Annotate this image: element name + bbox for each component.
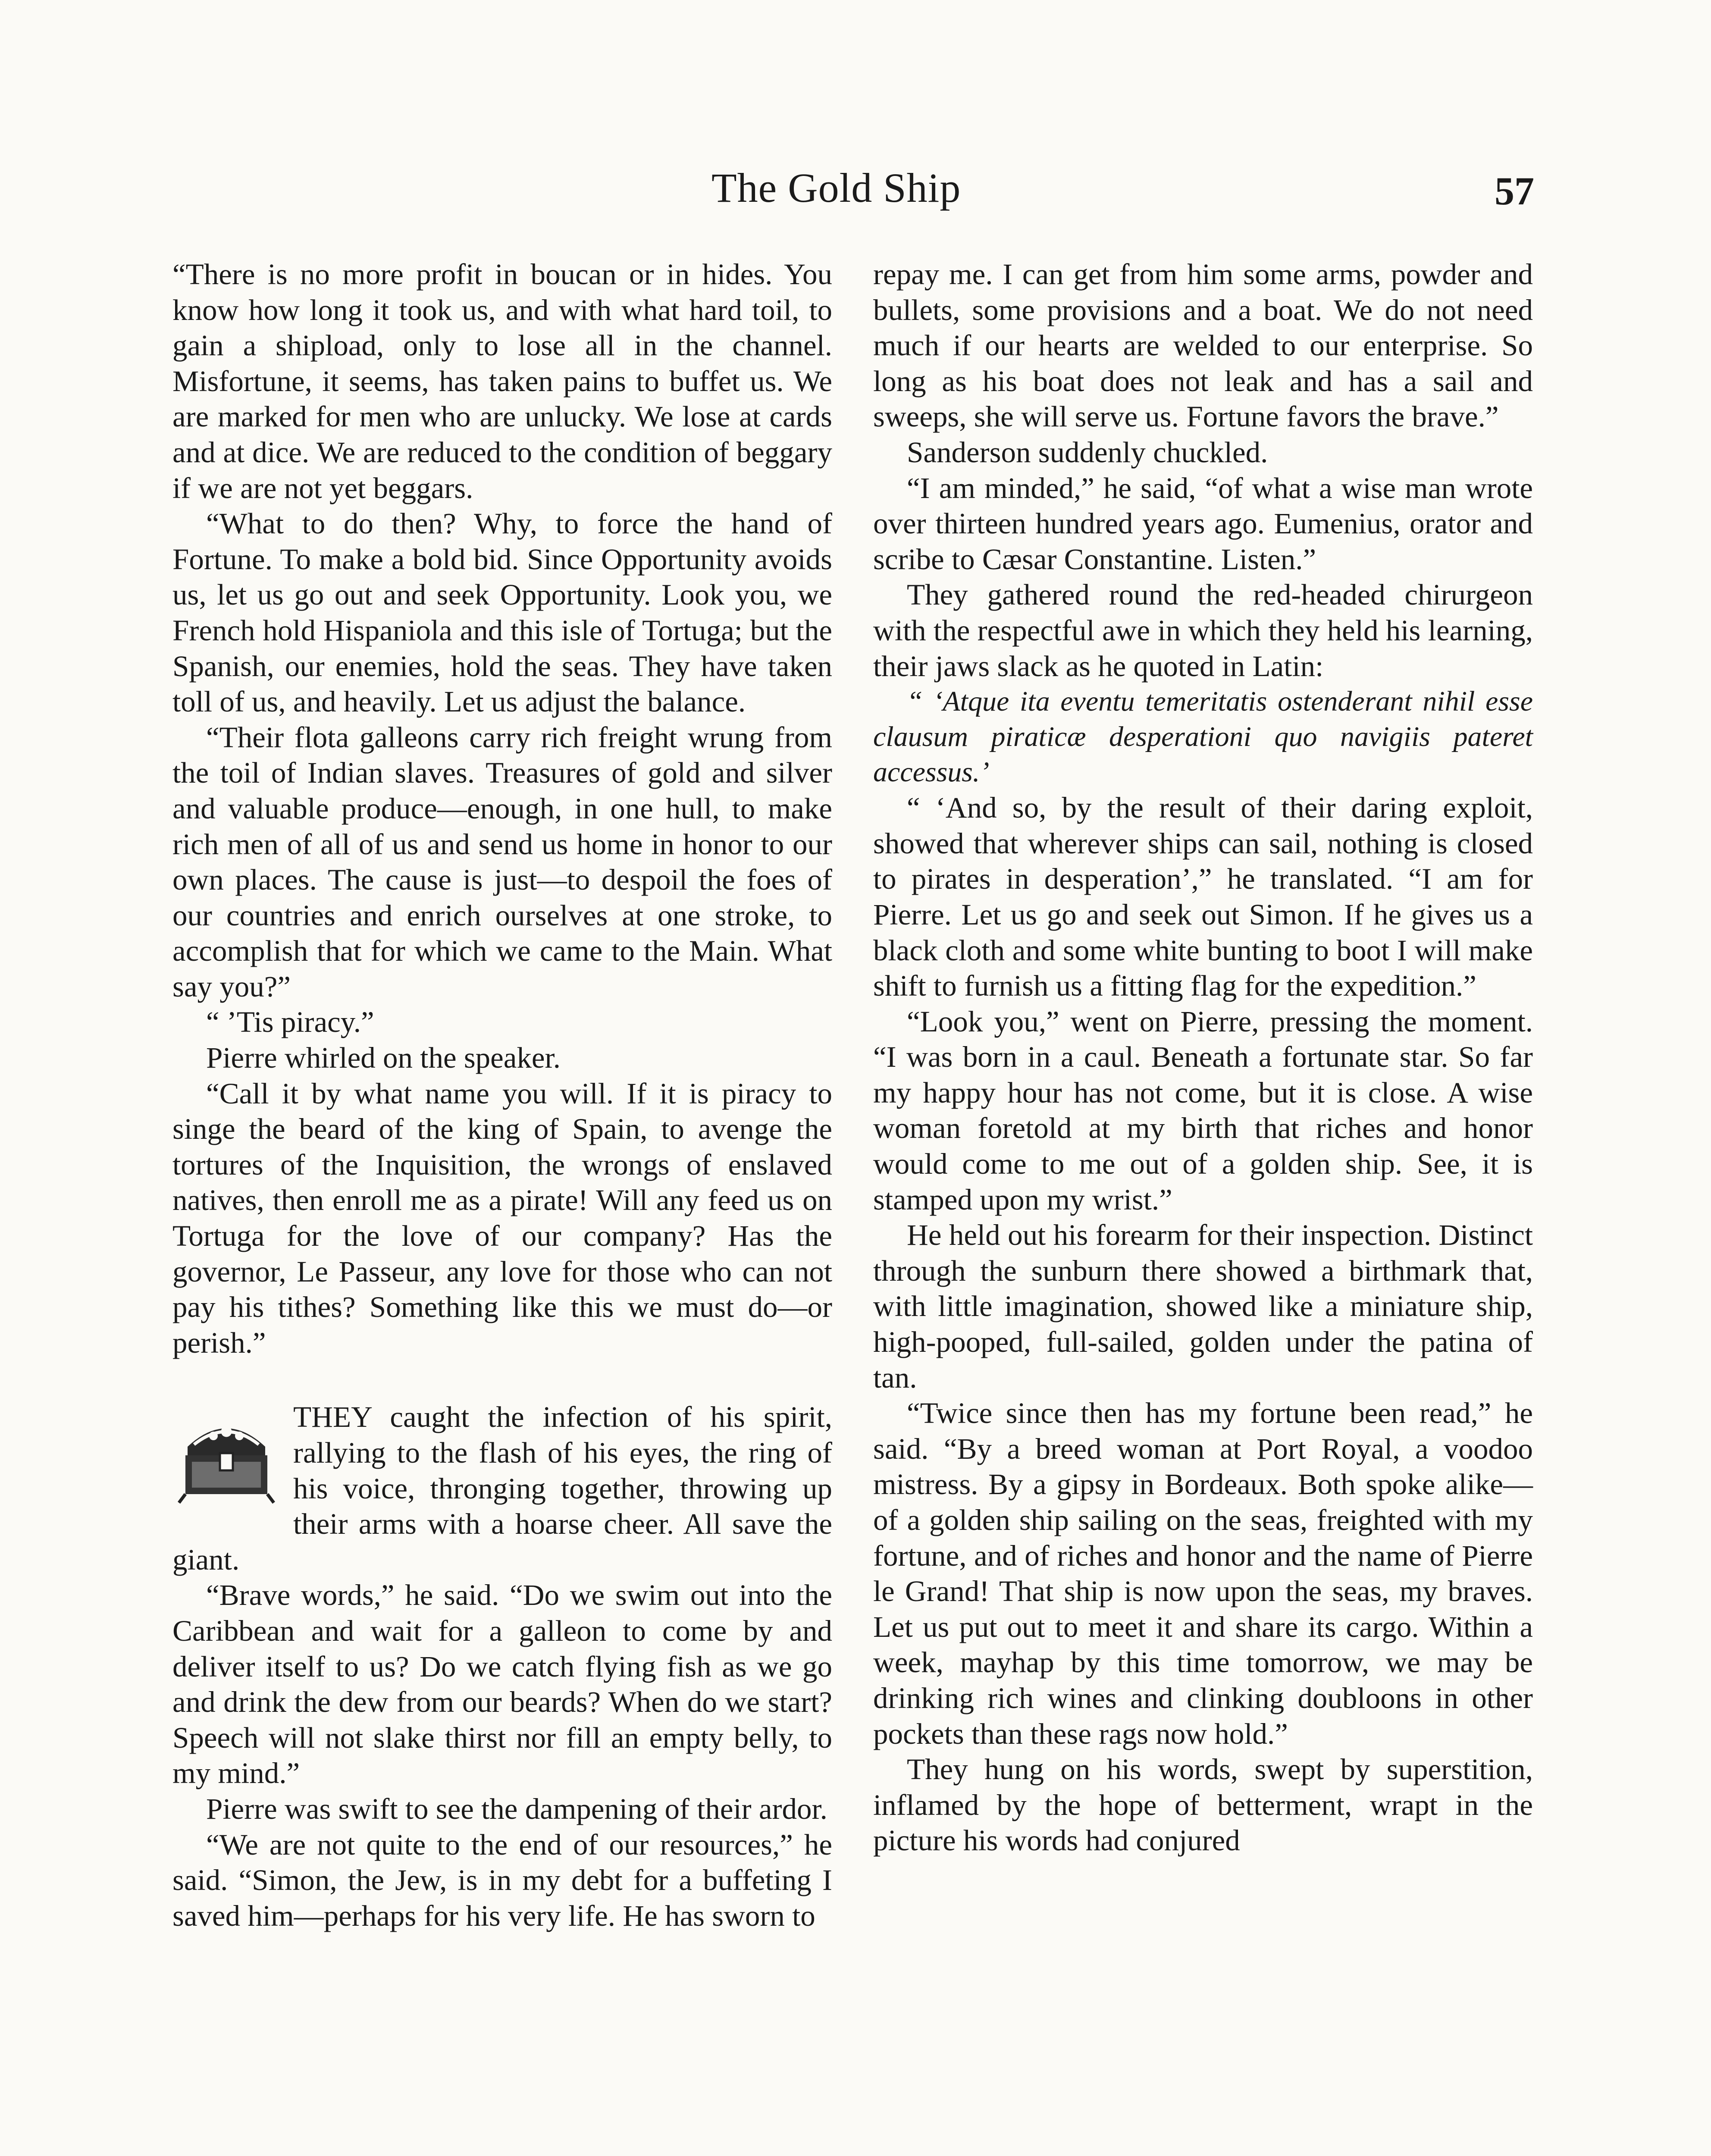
paragraph: Sanderson suddenly chuckled. [907,436,1268,469]
paragraph: “There is no more profit in boucan or in hides. You know how long it took us, and with what hard toil, to gain a shipload, only to lose all in the channel. Misfortune, it seems, has taken pains to buffet us. We are marked for men who are unlucky. We lose at cards and at dice. We are reduced to the condition of beggary if we are not yet beggars. [172,258,832,505]
paragraph: “Twice since then has my fortune been read,” he said. “By a breed woman at Port Royal, a voodoo mistress. By a gipsy in Bordeaux. Both spoke alike—of a golden ship sailing on the seas, freighted with my fortune, and of riches and honor and the name of Pierre le Grand! That ship is now upon the seas, my braves. Let us put out to meet it and share its cargo. Within a week, mayhap by this time tomorrow, we may be drinking rich wines and clinking doubloons in other pockets than these rags now hold.” [873,1397,1533,1750]
paragraph: “Their flota galleons carry rich freight wrung from the toil of Indian slaves. Treasures of gold and silver and valuable produce—enough, in one hull, to make rich men of all of us and send us home in honor to our own places. The cause is just—to despoil the foes of our countries and enrich ourselves at one stroke, to accomplish that for which we came to the Main. What say you?” [172,721,832,1003]
running-title: The Gold Ship [711,165,961,211]
paragraph: “What to do then? Why, to force the hand of Fortune. To make a bold bid. Since Opportunity avoids us, let us go out and seek Opportunity. Look you, we French hold Hispaniola and this isle of Tortuga; but the Spanish, our enemies, hold the seas. They have taken toll of us, and heavily. Let us adjust the balance. [172,507,832,718]
paragraph: They gathered round the red-headed chirurgeon with the respectful awe in which they held his learning, their jaws slack as he quoted in Latin: [873,578,1533,683]
paragraph: “We are not quite to the end of our resources,” he said. “Simon, the Jew, is in my debt for a buffeting I saved him—perhaps for his very life. He has sworn to [172,1828,832,1932]
latin-quote: “ ‘Atque ita eventu temeritatis ostenderant nihil esse clausum piraticæ desperationi quo navigiis pateret accessus.’ [873,686,1533,788]
paragraph: Pierre whirled on the speaker. [206,1041,561,1075]
paragraph: “Call it by what name you will. If it is piracy to singe the beard of the king of Spain, to avenge the tortures of the Inquisition, the wrongs of enslaved natives, then enroll me as a pirate! Will any feed us on Tortuga for the love of our company? Has the governor, Le Passeur, any love for those who can not pay his tithes? Something like this we must do—or perish.” [172,1077,832,1359]
paragraph: They hung on his words, swept by superstition, inflamed by the hope of betterment, wrapt in the picture his words had conjured [873,1753,1533,1857]
paragraph: “ ‘And so, by the result of their daring exploit, showed that wherever ships can sail, nothing is closed to pirates in desperation’,” he translated. “I am for Pierre. Let us go and seek out Simon. If he gives us a black cloth and some white bunting to boot I will make shift to furnish us a fitting flag for the expedition.” [873,791,1533,1003]
treasure-chest-icon [172,1399,280,1507]
paragraph: repay me. I can get from him some arms, powder and bullets, some provisions and a boat. We do not need much if our hearts are welded to our enterprise. So long as his boat does not leak and has a sail and sweeps, she will serve us. Fortune favors the brave.” [873,258,1533,433]
paragraph: Pierre was swift to see the dampening of their ardor. [206,1792,827,1825]
page-header [0,164,1711,224]
left-column [172,257,832,1934]
paragraph: “ ’Tis piracy.” [206,1006,374,1039]
paragraph: He held out his forearm for their inspection. Distinct through the sunburn there showed a birthmark that, with little imagination, showed like a miniature ship, high-pooped, full-sailed, golden under the patina of tan. [873,1219,1533,1394]
paragraph: “Look you,” went on Pierre, pressing the moment. “I was born in a caul. Beneath a fortunate star. So far my happy hour has not come, but it is close. A wise woman foretold at my birth that riches and honor would come to me out of a golden ship. See, it is stamped upon my wrist.” [873,1005,1533,1216]
paragraph: “I am minded,” he said, “of what a wise man wrote over thirteen hundred years ago. Eumenius, orator and scribe to Cæsar Constantine. Listen.” [873,471,1533,576]
paragraph: “Brave words,” he said. “Do we swim out into the Caribbean and wait for a galleon to come by and deliver itself to us? Do we catch flying fish as we go and drink the dew from our beards? When do we start? Speech will not slake thirst nor fill an empty belly, to my mind.” [172,1579,832,1790]
paragraph: THEY caught the infection of his spirit, rallying to the flash of his eyes, the ring of his voice, thronging together, throwing up their arms with a hoarse cheer. All save the giant. [172,1401,832,1576]
section-start [172,1399,832,1577]
right-column [873,257,1533,1858]
page-number: 57 [1495,169,1534,213]
